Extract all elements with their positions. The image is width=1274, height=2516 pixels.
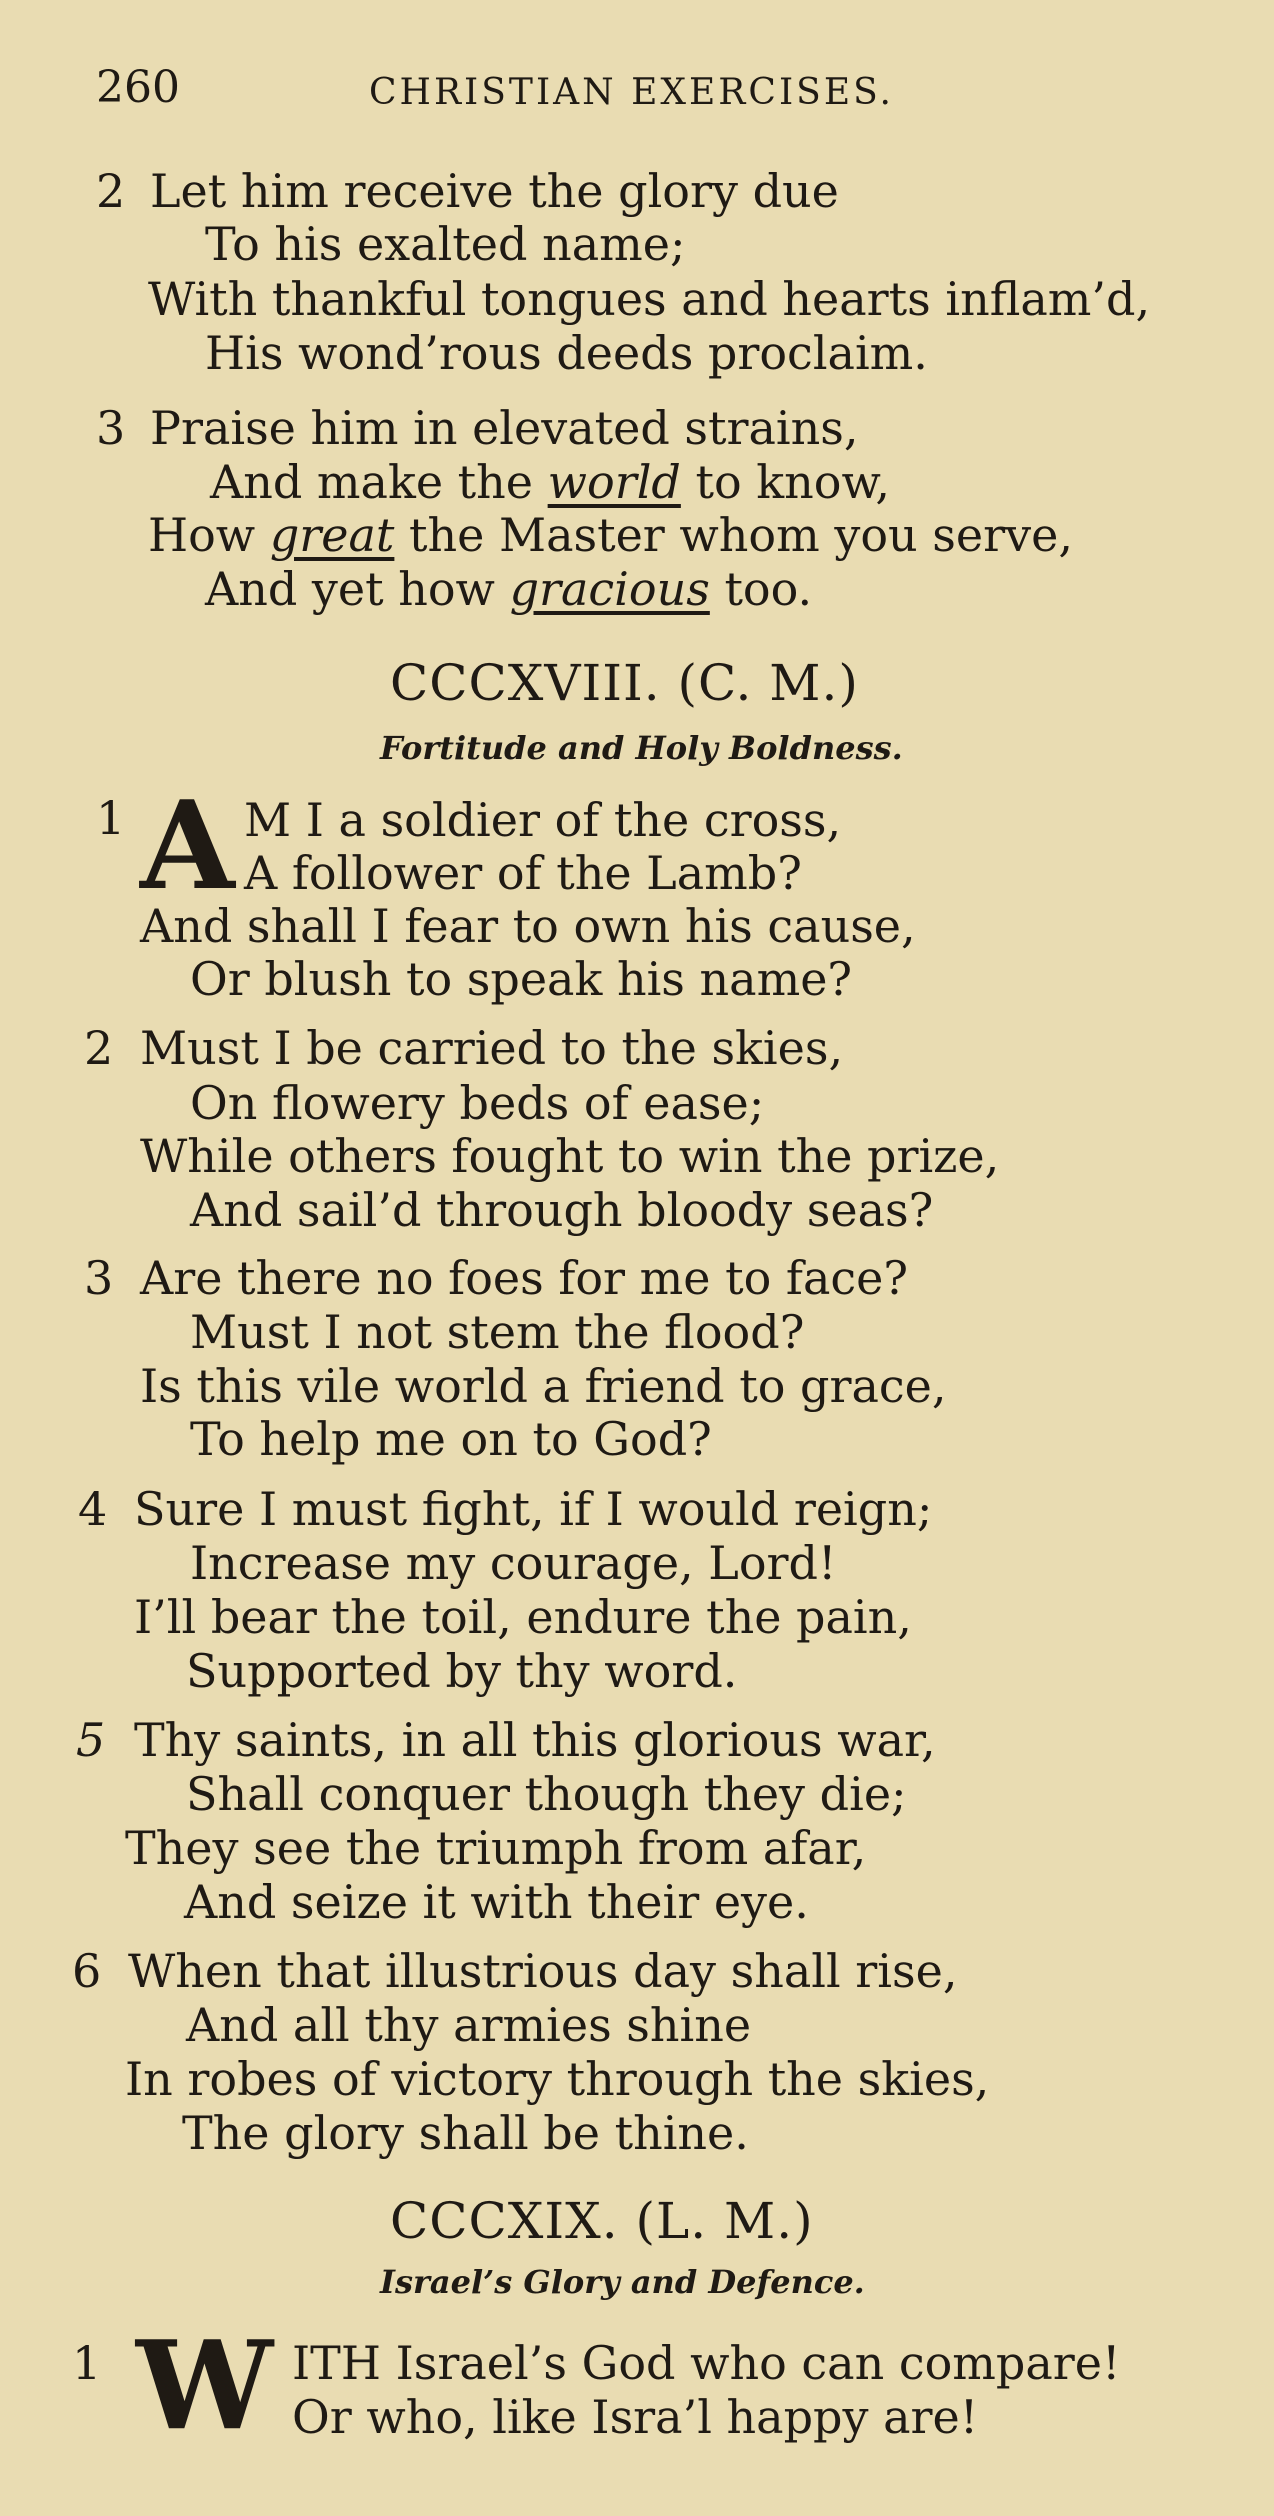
verse-line: Let him receive the glory due <box>150 164 839 218</box>
verse-line: On flowery beds of ease; <box>190 1076 765 1130</box>
drop-cap: A <box>140 773 235 917</box>
hymn-title: CCCXVIII. (C. M.) <box>390 654 859 712</box>
verse-number: 4 <box>78 1482 108 1536</box>
hymn-subtitle: Israel’s Glory and Defence. <box>380 2263 865 2301</box>
verse-line: Is this vile world a friend to grace, <box>140 1359 947 1413</box>
drop-cap: W <box>136 2313 274 2457</box>
verse-number: 1 <box>96 791 126 845</box>
verse-line: Are there no foes for me to face? <box>140 1251 909 1305</box>
verse-line: And seize it with their eye. <box>184 1875 809 1929</box>
verse-line: Or blush to speak his name? <box>190 952 853 1006</box>
verse-line: To help me on to God? <box>190 1412 712 1466</box>
verse-line: A follower of the Lamb? <box>244 846 802 900</box>
verse-number: 5 <box>76 1713 106 1767</box>
hymn-title: CCCXIX. (L. M.) <box>390 2192 814 2250</box>
verse-line: Shall conquer though they die; <box>186 1767 907 1821</box>
verse-line: The glory shall be thine. <box>182 2106 749 2160</box>
running-title: CHRISTIAN EXERCISES. <box>369 72 894 113</box>
page-number: 260 <box>96 62 180 113</box>
verse-line: And shall I fear to own his cause, <box>140 899 916 953</box>
verse-line: M I a soldier of the cross, <box>244 793 842 847</box>
verse-line: With thankful tongues and hearts inflam’d, <box>148 272 1151 326</box>
verse-line: Or who, like Isra’l happy are! <box>292 2390 979 2444</box>
verse-line: How great the Master whom you serve, <box>148 508 1073 562</box>
verse-number: 2 <box>96 164 126 218</box>
verse-number: 1 <box>72 2336 102 2390</box>
verse-number: 3 <box>96 401 126 455</box>
hymn-subtitle: Fortitude and Holy Boldness. <box>380 729 903 767</box>
verse-line: Must I not stem the flood? <box>190 1305 805 1359</box>
verse-line: I’ll bear the toil, endure the pain, <box>134 1590 912 1644</box>
verse-line: ITH Israel’s God who can compare! <box>292 2336 1121 2390</box>
verse-line: They see the triumph from afar, <box>125 1821 867 1875</box>
verse-line: Praise him in elevated strains, <box>150 401 859 455</box>
verse-number: 6 <box>72 1944 102 1998</box>
verse-line: Thy saints, in all this glorious war, <box>134 1713 936 1767</box>
verse-line: Increase my courage, Lord! <box>190 1536 837 1590</box>
verse-number: 3 <box>84 1251 114 1305</box>
verse-line: When that illustrious day shall rise, <box>128 1944 958 1998</box>
page-header <box>96 62 1196 132</box>
verse-line: And sail’d through bloody seas? <box>190 1183 934 1237</box>
verse-line: To his exalted name; <box>205 217 686 271</box>
verse-line: And make the world to know, <box>210 455 891 509</box>
verse-line: And all thy armies shine <box>186 1998 752 2052</box>
verse-line: In robes of victory through the skies, <box>125 2052 990 2106</box>
verse-line: And yet how gracious too. <box>205 562 813 616</box>
verse-number: 2 <box>84 1021 114 1075</box>
verse-line: While others fought to win the prize, <box>140 1129 1000 1183</box>
verse-line: His wond’rous deeds proclaim. <box>205 326 928 380</box>
verse-line: Must I be carried to the skies, <box>140 1021 844 1075</box>
verse-line: Supported by thy word. <box>186 1644 738 1698</box>
verse-line: Sure I must fight, if I would reign; <box>134 1482 933 1536</box>
